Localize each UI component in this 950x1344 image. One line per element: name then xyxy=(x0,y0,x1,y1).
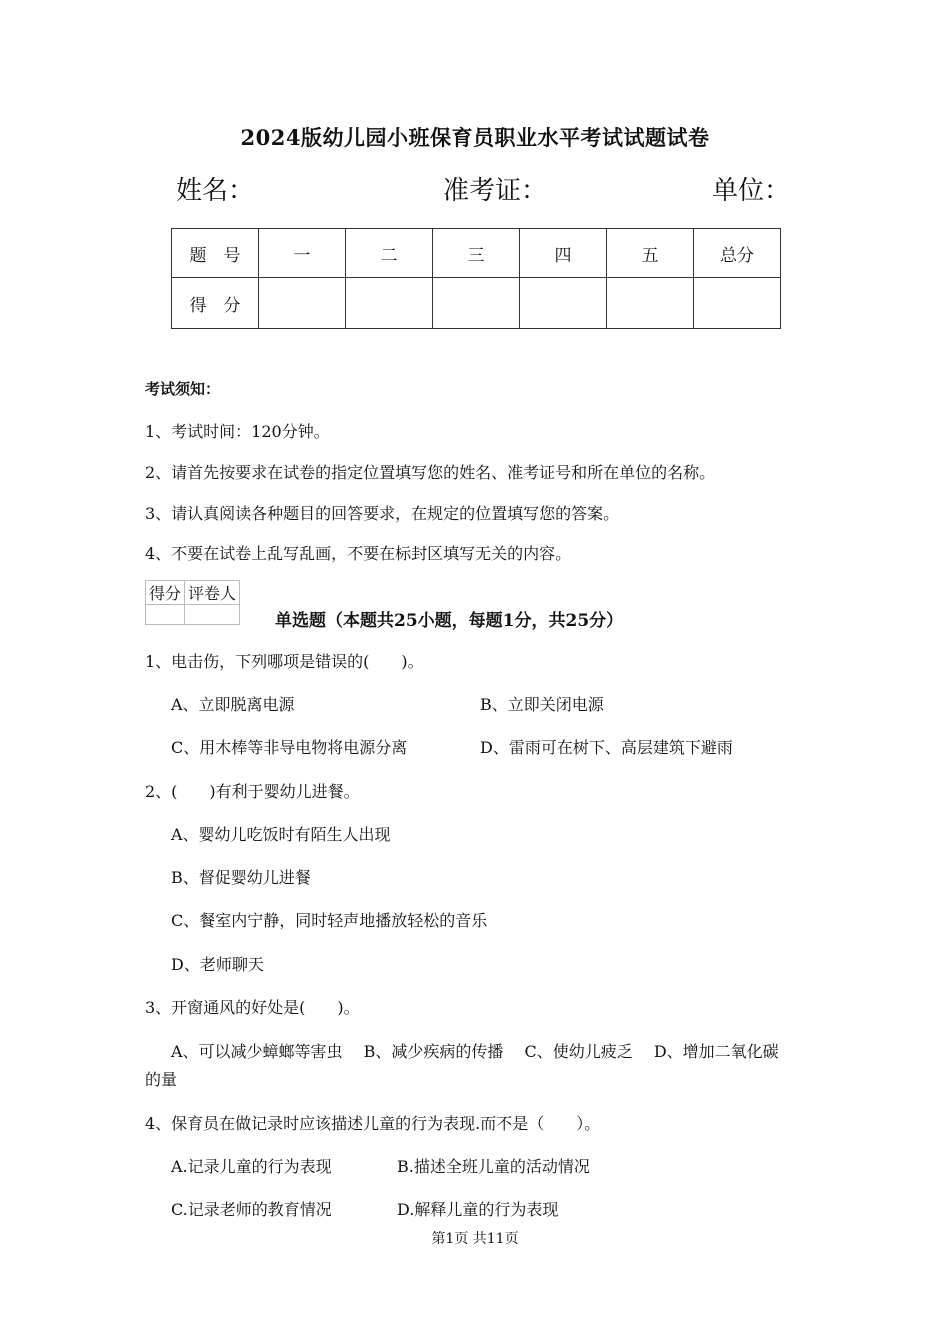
ticket-field-label: 准考证： xyxy=(443,176,548,206)
score-table-cell: 三 xyxy=(433,229,520,278)
score-input-cell[interactable] xyxy=(607,278,694,329)
notice-item: 3、请认真阅读各种题目的回答要求，在规定的位置填写您的答案。 xyxy=(145,504,620,523)
grader-box-grader-cell[interactable] xyxy=(185,605,240,625)
question-option: D.解释儿童的行为表现 xyxy=(397,1200,559,1219)
name-field-label: 姓名： xyxy=(176,176,255,206)
document-title: 2024版幼儿园小班保育员职业水平考试试题试卷 xyxy=(240,125,710,150)
question-options-line: 的量 xyxy=(145,1070,178,1089)
page-footer: 第1页 共11页 xyxy=(431,1231,519,1247)
score-input-cell[interactable] xyxy=(694,278,781,329)
question-stem: 1、电击伤，下列哪项是错误的( )。 xyxy=(145,652,424,671)
question-option: C、用木棒等非导电物将电源分离 xyxy=(171,738,408,757)
question-option: C、餐室内宁静，同时轻声地播放轻松的音乐 xyxy=(171,911,488,930)
score-table-cell: 四 xyxy=(520,229,607,278)
score-table-header-row xyxy=(172,229,781,278)
notice-item: 4、不要在试卷上乱写乱画，不要在标封区填写无关的内容。 xyxy=(145,544,572,563)
question-option: A、婴幼儿吃饭时有陌生人出现 xyxy=(171,825,391,844)
question-stem: 4、保育员在做记录时应该描述儿童的行为表现.而不是（ ）。 xyxy=(145,1114,601,1133)
score-table xyxy=(171,228,781,329)
notice-item: 2、请首先按要求在试卷的指定位置填写您的姓名、准考证号和所在单位的名称。 xyxy=(145,463,716,482)
notice-item: 1、考试时间：120分钟。 xyxy=(145,422,330,441)
grader-box-score-label: 得分 xyxy=(146,581,185,605)
question-option: A.记录儿童的行为表现 xyxy=(171,1157,332,1176)
question-option: D、老师聊天 xyxy=(171,955,264,974)
unit-field-label: 单位： xyxy=(712,176,791,206)
question-option: C.记录老师的教育情况 xyxy=(171,1200,332,1219)
question-option: B、督促婴幼儿进餐 xyxy=(171,868,311,887)
score-table-cell: 五 xyxy=(607,229,694,278)
question-option: B.描述全班儿童的活动情况 xyxy=(397,1157,590,1176)
score-table-cell: 得 分 xyxy=(172,278,259,329)
score-input-cell[interactable] xyxy=(520,278,607,329)
section-heading: 单选题（本题共25小题，每题1分，共25分） xyxy=(275,611,624,631)
question-option: A、立即脱离电源 xyxy=(171,695,295,714)
question-option: D、雷雨可在树下、高层建筑下避雨 xyxy=(480,738,733,757)
question-stem: 3、开窗通风的好处是( )。 xyxy=(145,998,360,1017)
score-table-cell: 一 xyxy=(259,229,346,278)
question-stem: 2、( )有利于婴幼儿进餐。 xyxy=(145,782,360,801)
score-table-cell: 总分 xyxy=(694,229,781,278)
score-input-cell[interactable] xyxy=(259,278,346,329)
score-table-cell: 题 号 xyxy=(172,229,259,278)
question-option: B、立即关闭电源 xyxy=(480,695,604,714)
grader-box-grader-label: 评卷人 xyxy=(185,581,240,605)
score-table-score-row xyxy=(172,278,781,329)
score-table-cell: 二 xyxy=(346,229,433,278)
score-input-cell[interactable] xyxy=(433,278,520,329)
question-options-line: A、可以减少蟑螂等害虫 B、减少疾病的传播 C、使幼儿疲乏 D、增加二氧化碳 xyxy=(171,1042,779,1061)
notice-heading: 考试须知： xyxy=(145,380,221,398)
grader-box-score-cell[interactable] xyxy=(146,605,185,625)
score-input-cell[interactable] xyxy=(346,278,433,329)
grader-box xyxy=(145,580,240,625)
